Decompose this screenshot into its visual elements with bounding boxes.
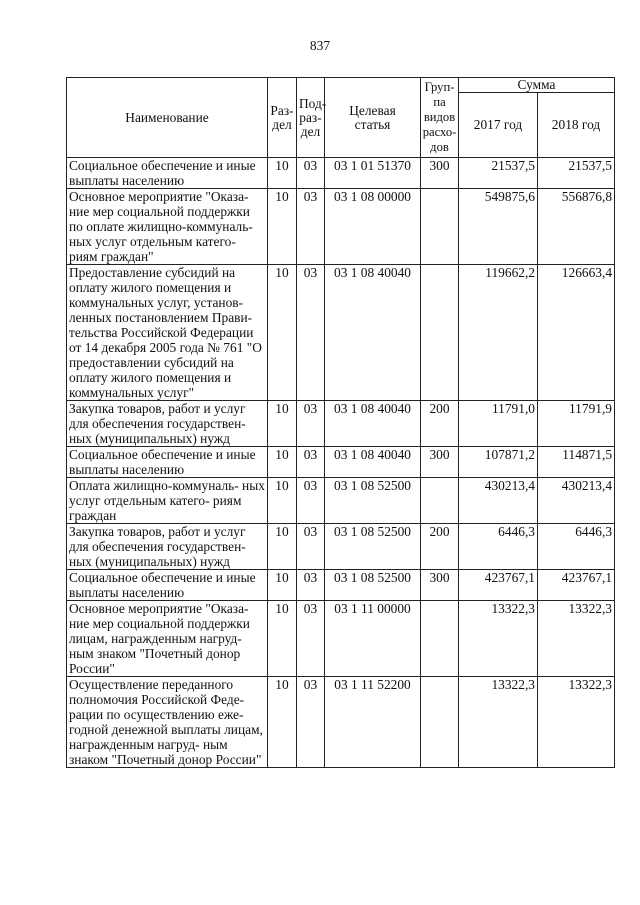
row-sum-2018: 126663,4 bbox=[538, 265, 615, 401]
row-name: Закупка товаров, работ и услуг для обеспечения государствен- ных (муниципальных) нужд bbox=[67, 524, 268, 570]
table-row bbox=[67, 447, 615, 478]
row-sum-2018: 114871,5 bbox=[538, 447, 615, 478]
header-section: Раз- дел bbox=[268, 78, 297, 158]
row-section: 10 bbox=[268, 601, 297, 677]
row-section: 10 bbox=[268, 570, 297, 601]
table-row bbox=[67, 158, 615, 189]
table-row bbox=[67, 677, 615, 768]
table-row bbox=[67, 401, 615, 447]
header-year-2017: 2017 год bbox=[459, 93, 538, 158]
table-row bbox=[67, 189, 615, 265]
row-target-article: 03 1 08 40040 bbox=[325, 265, 421, 401]
row-subsection: 03 bbox=[297, 158, 325, 189]
row-section: 10 bbox=[268, 478, 297, 524]
row-target-article: 03 1 08 40040 bbox=[325, 401, 421, 447]
row-subsection: 03 bbox=[297, 189, 325, 265]
row-target-article: 03 1 11 00000 bbox=[325, 601, 421, 677]
row-sum-2017: 119662,2 bbox=[459, 265, 538, 401]
row-name: Социальное обеспечение и иные выплаты населению bbox=[67, 447, 268, 478]
row-target-article: 03 1 08 40040 bbox=[325, 447, 421, 478]
table-body bbox=[67, 158, 615, 768]
row-target-article: 03 1 08 52500 bbox=[325, 524, 421, 570]
row-subsection: 03 bbox=[297, 265, 325, 401]
row-section: 10 bbox=[268, 524, 297, 570]
row-subsection: 03 bbox=[297, 601, 325, 677]
row-sum-2017: 13322,3 bbox=[459, 601, 538, 677]
row-sum-2017: 6446,3 bbox=[459, 524, 538, 570]
row-name: Социальное обеспечение и иные выплаты населению bbox=[67, 570, 268, 601]
table-header bbox=[67, 78, 615, 158]
header-year-2018: 2018 год bbox=[538, 93, 615, 158]
row-section: 10 bbox=[268, 265, 297, 401]
row-name: Оплата жилищно-коммуналь- ных услуг отдельным катего- риям граждан bbox=[67, 478, 268, 524]
row-expense-group: 300 bbox=[421, 447, 459, 478]
row-sum-2017: 430213,4 bbox=[459, 478, 538, 524]
row-sum-2018: 21537,5 bbox=[538, 158, 615, 189]
row-expense-group bbox=[421, 601, 459, 677]
header-expense-group: Груп- па видов расхо- дов bbox=[421, 78, 459, 158]
row-target-article: 03 1 08 52500 bbox=[325, 478, 421, 524]
row-sum-2018: 6446,3 bbox=[538, 524, 615, 570]
row-name: Социальное обеспечение и иные выплаты населению bbox=[67, 158, 268, 189]
row-sum-2017: 423767,1 bbox=[459, 570, 538, 601]
row-expense-group: 300 bbox=[421, 158, 459, 189]
row-sum-2017: 13322,3 bbox=[459, 677, 538, 768]
budget-table bbox=[66, 77, 615, 768]
row-target-article: 03 1 08 00000 bbox=[325, 189, 421, 265]
row-section: 10 bbox=[268, 189, 297, 265]
row-subsection: 03 bbox=[297, 478, 325, 524]
row-section: 10 bbox=[268, 401, 297, 447]
row-sum-2018: 13322,3 bbox=[538, 601, 615, 677]
table-row bbox=[67, 524, 615, 570]
row-expense-group bbox=[421, 677, 459, 768]
row-sum-2018: 423767,1 bbox=[538, 570, 615, 601]
row-expense-group: 200 bbox=[421, 524, 459, 570]
row-name: Основное мероприятие "Оказа- ние мер социальной поддержки по оплате жилищно-коммуналь- ных услуг отдельным катего- риям граждан" bbox=[67, 189, 268, 265]
row-target-article: 03 1 11 52200 bbox=[325, 677, 421, 768]
row-name: Закупка товаров, работ и услуг для обеспечения государствен- ных (муниципальных) нужд bbox=[67, 401, 268, 447]
row-expense-group bbox=[421, 189, 459, 265]
row-sum-2017: 21537,5 bbox=[459, 158, 538, 189]
header-subsection: Под- раз- дел bbox=[297, 78, 325, 158]
row-name: Осуществление переданного полномочия Российской Феде- рации по осуществлению еже- годной денежной выплаты лицам, награжденным нагруд- ным знаком "Почетный донор России" bbox=[67, 677, 268, 768]
row-subsection: 03 bbox=[297, 524, 325, 570]
header-name: Наименование bbox=[67, 78, 268, 158]
row-section: 10 bbox=[268, 158, 297, 189]
header-target-article: Целевая статья bbox=[325, 78, 421, 158]
row-sum-2017: 11791,0 bbox=[459, 401, 538, 447]
row-target-article: 03 1 08 52500 bbox=[325, 570, 421, 601]
table-row bbox=[67, 570, 615, 601]
row-sum-2018: 13322,3 bbox=[538, 677, 615, 768]
row-subsection: 03 bbox=[297, 401, 325, 447]
row-expense-group: 200 bbox=[421, 401, 459, 447]
row-sum-2018: 11791,9 bbox=[538, 401, 615, 447]
row-name: Основное мероприятие "Оказа- ние мер социальной поддержки лицам, награжденным нагруд- ным знаком "Почетный донор России" bbox=[67, 601, 268, 677]
row-sum-2017: 107871,2 bbox=[459, 447, 538, 478]
row-section: 10 bbox=[268, 677, 297, 768]
header-sum: Сумма bbox=[459, 78, 615, 93]
row-sum-2017: 549875,6 bbox=[459, 189, 538, 265]
row-subsection: 03 bbox=[297, 570, 325, 601]
row-expense-group: 300 bbox=[421, 570, 459, 601]
row-sum-2018: 556876,8 bbox=[538, 189, 615, 265]
table-row bbox=[67, 265, 615, 401]
page-number: 837 bbox=[309, 38, 331, 53]
table-row bbox=[67, 601, 615, 677]
row-section: 10 bbox=[268, 447, 297, 478]
table-row bbox=[67, 478, 615, 524]
row-expense-group bbox=[421, 478, 459, 524]
row-expense-group bbox=[421, 265, 459, 401]
row-sum-2018: 430213,4 bbox=[538, 478, 615, 524]
row-subsection: 03 bbox=[297, 447, 325, 478]
row-name: Предоставление субсидий на оплату жилого помещения и коммунальных услуг, установ- ленных постановлением Прави- тельства Российской Федерации от 14 декабря 2005 года № 761 "О предоставлении субсидий на оплату жилого помещения и коммунальных услуг" bbox=[67, 265, 268, 401]
row-subsection: 03 bbox=[297, 677, 325, 768]
row-target-article: 03 1 01 51370 bbox=[325, 158, 421, 189]
